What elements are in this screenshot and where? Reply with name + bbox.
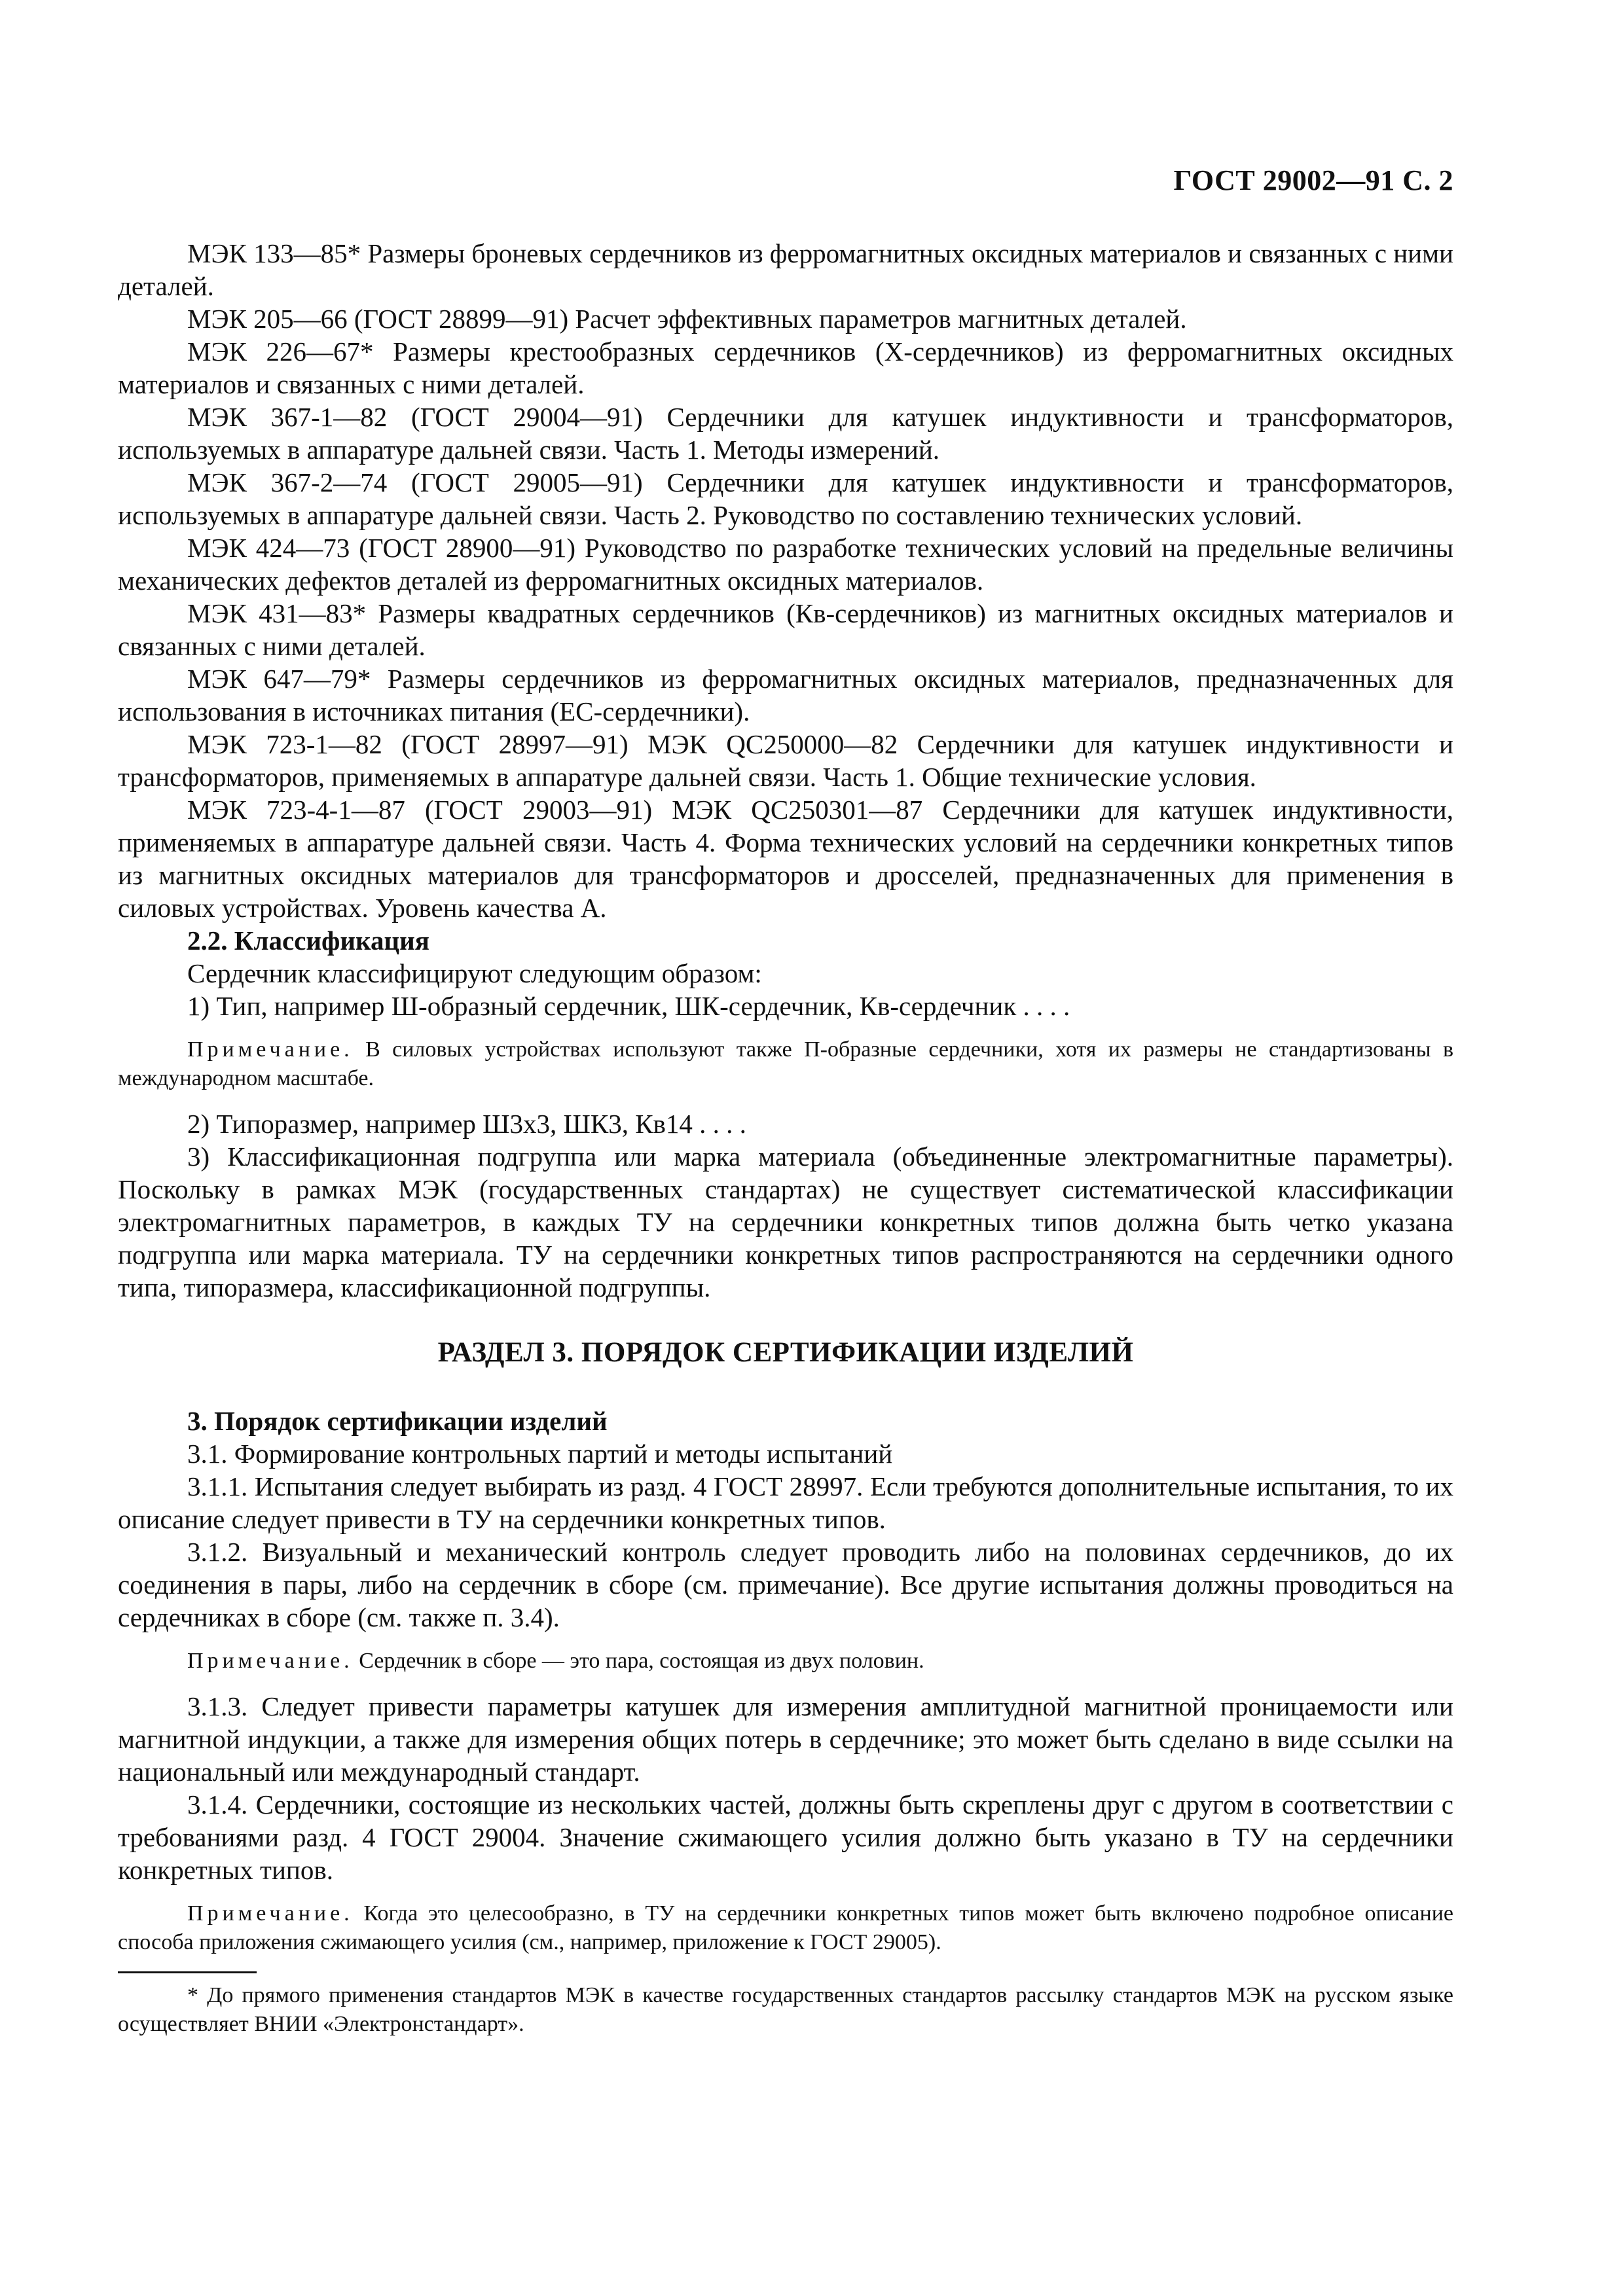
classification-heading: 2.2. Классификация xyxy=(187,925,429,956)
note-3-text: Когда это целесообразно, в ТУ на сердечники конкретных типов может быть включено подробное описание способа приложения сжимающего усилия (см., например, приложение к ГОСТ 29005). xyxy=(118,1901,1453,1954)
note-3 xyxy=(118,1899,1453,1957)
document-body xyxy=(118,237,1453,2039)
ref-iec-723-1: МЭК 723-1—82 (ГОСТ 28997—91) МЭК QC250000—82 Сердечники для катушек индуктивности и трансформаторов, применяемых в аппаратуре дальней связи. Часть 1. Общие технические условия. xyxy=(118,729,1453,792)
ref-iec-226: МЭК 226—67* Размеры крестообразных сердечников (X-сердечников) из ферромагнитных оксидных материалов и связанных с ними деталей. xyxy=(118,336,1453,399)
ref-iec-424: МЭК 424—73 (ГОСТ 28900—91) Руководство по разработке технических условий на предельные величины механических дефектов деталей из ферромагнитных оксидных материалов. xyxy=(118,533,1453,596)
classification-intro: Сердечник классифицируют следующим образом: xyxy=(187,958,762,988)
paragraph-3-1-1: 3.1.1. Испытания следует выбирать из разд. 4 ГОСТ 28997. Если требуются дополнительные испытания, то их описание следует привести в ТУ на сердечники конкретных типов. xyxy=(118,1471,1453,1534)
paragraph-3-1: 3.1. Формирование контрольных партий и методы испытаний xyxy=(187,1439,893,1469)
ref-iec-367-2: МЭК 367-2—74 (ГОСТ 29005—91) Сердечники для катушек индуктивности и трансформаторов, используемых в аппаратуре дальней связи. Часть 2. Руководство по составлению технических условий. xyxy=(118,467,1453,530)
classification-item-1: 1) Тип, например Ш-образный сердечник, ШК-сердечник, Кв-сердечник . . . . xyxy=(187,991,1070,1021)
note-2-text: Сердечник в сборе — это пара, состоящая из двух половин. xyxy=(353,1649,924,1673)
paragraph-3-1-3: 3.1.3. Следует привести параметры катушек для измерения амплитудной магнитной проницаемости или магнитной индукции, а также для измерения общих потерь в сердечнике; это может быть сделано в виде ссылки на национальный или международный стандарт. xyxy=(118,1691,1453,1787)
note-1-text: В силовых устройствах используют также П-образные сердечники, хотя их размеры не стандартизованы в международном масштабе. xyxy=(118,1037,1453,1090)
footnote: * До прямого применения стандартов МЭК в качестве государственных стандартов рассылку стандартов МЭК на русском языке осуществляет ВНИИ «Электронстандарт». xyxy=(118,1983,1453,2036)
page-header: ГОСТ 29002—91 С. 2 xyxy=(1173,164,1453,196)
classification-item-2: 2) Типоразмер, например Ш3х3, ШК3, Кв14 . . . . xyxy=(187,1109,746,1139)
paragraph-3-1-2: 3.1.2. Визуальный и механический контроль следует проводить либо на половинах сердечников, до их соединения в пары, либо на сердечник в сборе (см. примечание). Все другие испытания должны проводиться на сердечниках в сборе (см. также п. 3.4). xyxy=(118,1537,1453,1632)
ref-iec-133: МЭК 133—85* Размеры броневых сердечников из ферромагнитных оксидных материалов и связанных с ними деталей. xyxy=(118,238,1453,301)
section-3-title: РАЗДЕЛ 3. ПОРЯДОК СЕРТИФИКАЦИИ ИЗДЕЛИЙ xyxy=(437,1337,1134,1368)
note-2-label: Примечание. xyxy=(187,1649,354,1673)
ref-iec-647: МЭК 647—79* Размеры сердечников из ферромагнитных оксидных материалов, предназначенных для использования в источниках питания (ЕС-сердечники). xyxy=(118,664,1453,726)
note-1-label: Примечание. xyxy=(187,1037,354,1062)
note-3-label: Примечание. xyxy=(187,1901,354,1926)
note-1 xyxy=(118,1035,1453,1093)
section-3-heading: 3. Порядок сертификации изделий xyxy=(187,1406,608,1436)
footnote-rule xyxy=(118,1971,257,1973)
ref-iec-205: МЭК 205—66 (ГОСТ 28899—91) Расчет эффективных параметров магнитных деталей. xyxy=(187,304,1187,334)
note-2 xyxy=(118,1647,1453,1676)
classification-item-3: 3) Классификационная подгруппа или марка материала (объединенные электромагнитные параметры). Поскольку в рамках МЭК (государственных стандартах) не существует систематической классификации электромагнитных параметров, в каждых ТУ на сердечники конкретных типов должна быть четко указана подгруппа или марка материала. ТУ на сердечники конкретных типов распространяются на сердечники одного типа, типоразмера, классификационной подгруппы. xyxy=(118,1141,1453,1302)
paragraph-3-1-4: 3.1.4. Сердечники, состоящие из нескольких частей, должны быть скреплены друг с другом в соответствии с требованиями разд. 4 ГОСТ 29004. Значение сжимающего усилия должно быть указано в ТУ на сердечники конкретных типов. xyxy=(118,1789,1453,1885)
ref-iec-367-1: МЭК 367-1—82 (ГОСТ 29004—91) Сердечники для катушек индуктивности и трансформаторов, используемых в аппаратуре дальней связи. Часть 1. Методы измерений. xyxy=(118,402,1453,465)
ref-iec-723-4-1: МЭК 723-4-1—87 (ГОСТ 29003—91) МЭК QC250301—87 Сердечники для катушек индуктивности, применяемых в аппаратуре дальней связи. Часть 4. Форма технических условий на сердечники конкретных типов из магнитных оксидных материалов для трансформаторов и дросселей, предназначенных для применения в силовых устройствах. Уровень качества А. xyxy=(118,795,1453,923)
ref-iec-431: МЭК 431—83* Размеры квадратных сердечников (Кв-сердечников) из магнитных оксидных материалов и связанных с ними деталей. xyxy=(118,598,1453,661)
